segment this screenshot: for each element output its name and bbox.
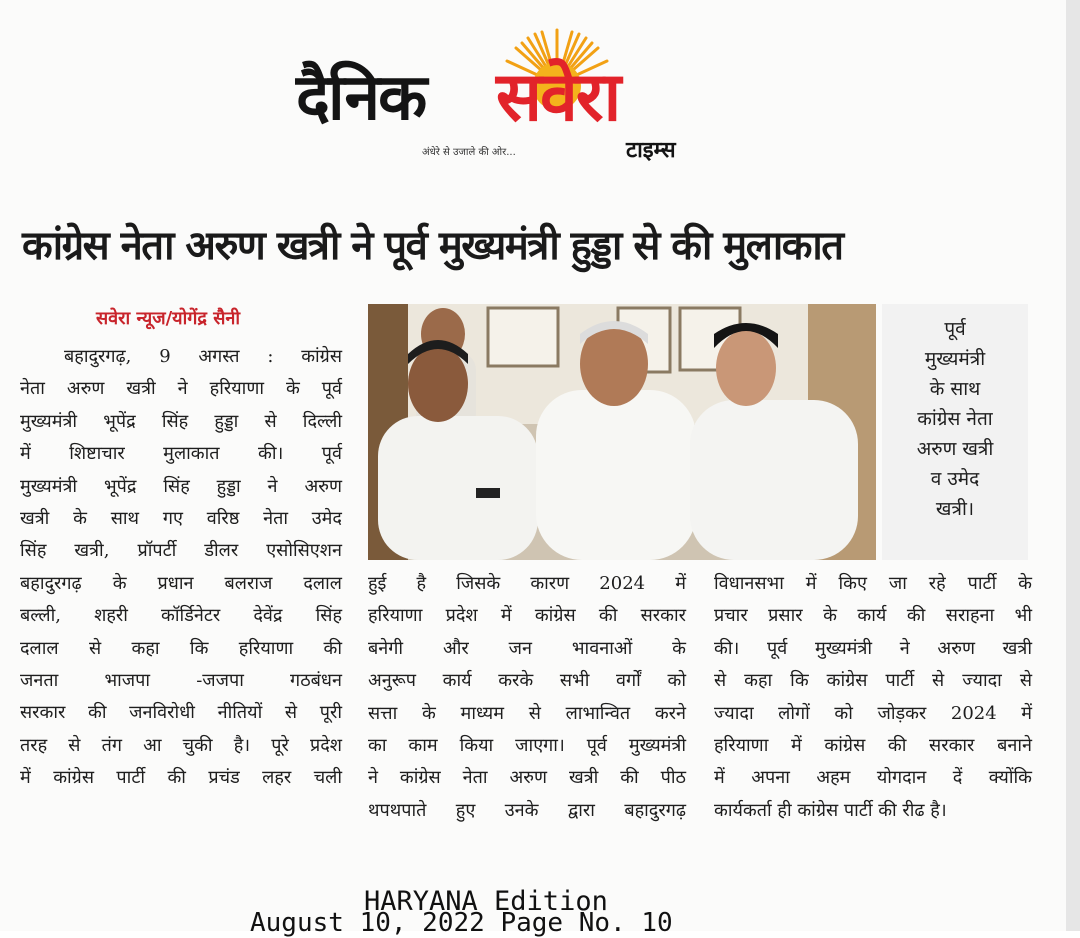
text-line: का काम किया जाएगा। पूर्व मुख्यमंत्री bbox=[368, 734, 686, 756]
caption-line: मुख्यमंत्री bbox=[924, 348, 986, 370]
edition-date-text: August 10, 2022 Page No. 10 bbox=[250, 908, 673, 938]
logo-savera: सवेरा bbox=[496, 58, 620, 137]
text-line: में कांग्रेस पार्टी की प्रचंड लहर चली bbox=[20, 767, 342, 789]
news-photo bbox=[368, 304, 876, 560]
caption-line: व उमेद bbox=[930, 468, 980, 490]
text-line: अनुरूप कार्य करके सभी वर्गों को bbox=[368, 670, 686, 692]
text-line: जनता भाजपा -जजपा गठबंधन bbox=[20, 669, 342, 691]
edition-label: HARYANA Edition bbox=[364, 886, 608, 917]
logo-dainik: दैनिक bbox=[296, 61, 426, 135]
masthead bbox=[290, 28, 730, 168]
caption-line: के साथ bbox=[929, 378, 981, 400]
caption-line: पूर्व bbox=[944, 318, 966, 340]
text-line: बहादुरगढ़, 9 अगस्त : कांग्रेस bbox=[64, 346, 342, 367]
text-line: से कहा कि कांग्रेस पार्टी से ज्यादा से bbox=[714, 670, 1032, 692]
text-line: तरह से तंग आ चुकी है। पूरे प्रदेश bbox=[20, 734, 342, 756]
article-column-3 bbox=[714, 568, 1032, 827]
text-line: की। पूर्व मुख्यमंत्री ने अरुण खत्री bbox=[714, 637, 1032, 659]
right-margin-strip bbox=[1066, 0, 1080, 931]
text-line: विधानसभा में किए जा रहे पार्टी के bbox=[714, 573, 1032, 594]
text-line: बल्ली, शहरी कॉर्डिनेटर देवेंद्र सिंह bbox=[20, 605, 342, 627]
photo-caption-box bbox=[882, 304, 1028, 560]
news-photo-image bbox=[368, 304, 876, 560]
article-column-2 bbox=[368, 568, 686, 827]
logo-tagline: अंधेरे से उजाले की ओर... bbox=[422, 147, 516, 158]
text-line: बनेगी और जन भावनाओं के bbox=[368, 637, 686, 659]
photo-caption bbox=[882, 314, 1028, 524]
text-line: हरियाणा में कांग्रेस की सरकार बनाने bbox=[714, 734, 1032, 756]
caption-line: कांग्रेस नेता bbox=[917, 408, 993, 430]
text-line: मुख्यमंत्री भूपेंद्र सिंह हुड्डा ने अरुण bbox=[20, 475, 342, 497]
text-line: नेता अरुण खत्री ने हरियाणा के पूर्व bbox=[20, 378, 342, 400]
headline: कांग्रेस नेता अरुण खत्री ने पूर्व मुख्यमंत्री हुड्डा से की मुलाकात bbox=[22, 223, 843, 269]
byline: सवेरा न्यूज/योगेंद्र सैनी bbox=[96, 308, 241, 329]
text-line: ज्यादा लोगों को जोड़कर 2024 में bbox=[714, 702, 1032, 724]
text-line: सत्ता के माध्यम से लाभान्वित करने bbox=[368, 702, 686, 724]
text-line: दलाल से कहा कि हरियाणा की bbox=[20, 637, 342, 659]
caption-line: खत्री। bbox=[935, 498, 975, 520]
text-line: खत्री के साथ गए वरिष्ठ नेता उमेद bbox=[20, 507, 342, 529]
text-line: हुई है जिसके कारण 2024 में bbox=[368, 573, 686, 594]
text-line: कार्यकर्ता ही कांग्रेस पार्टी की रीढ है। bbox=[714, 799, 947, 821]
text-line: सिंह खत्री, प्रॉपर्टी डीलर एसोसिएशन bbox=[20, 540, 342, 562]
caption-line: अरुण खत्री bbox=[916, 438, 994, 460]
text-line: बहादुरगढ़ के प्रधान बलराज दलाल bbox=[20, 572, 342, 594]
text-line: में शिष्टाचार मुलाकात की। पूर्व bbox=[20, 443, 342, 465]
edition-date-line bbox=[250, 908, 750, 938]
logo-times: टाइम्स bbox=[626, 138, 676, 163]
text-line: मुख्यमंत्री भूपेंद्र सिंह हुड्डा से दिल्ली bbox=[20, 410, 342, 432]
text-line: प्रचार प्रसार के कार्य की सराहना भी bbox=[714, 605, 1032, 627]
text-line: थपथपाते हुए उनके द्वारा बहादुरगढ़ bbox=[368, 799, 686, 821]
text-line: सरकार की जनविरोधी नीतियों से पूरी bbox=[20, 702, 342, 724]
text-line: में अपना अहम योगदान दें क्योंकि bbox=[714, 767, 1032, 789]
text-line: हरियाणा प्रदेश में कांग्रेस की सरकार bbox=[368, 605, 686, 627]
text-line: ने कांग्रेस नेता अरुण खत्री की पीठ bbox=[368, 767, 686, 789]
article-column-1 bbox=[20, 341, 342, 794]
